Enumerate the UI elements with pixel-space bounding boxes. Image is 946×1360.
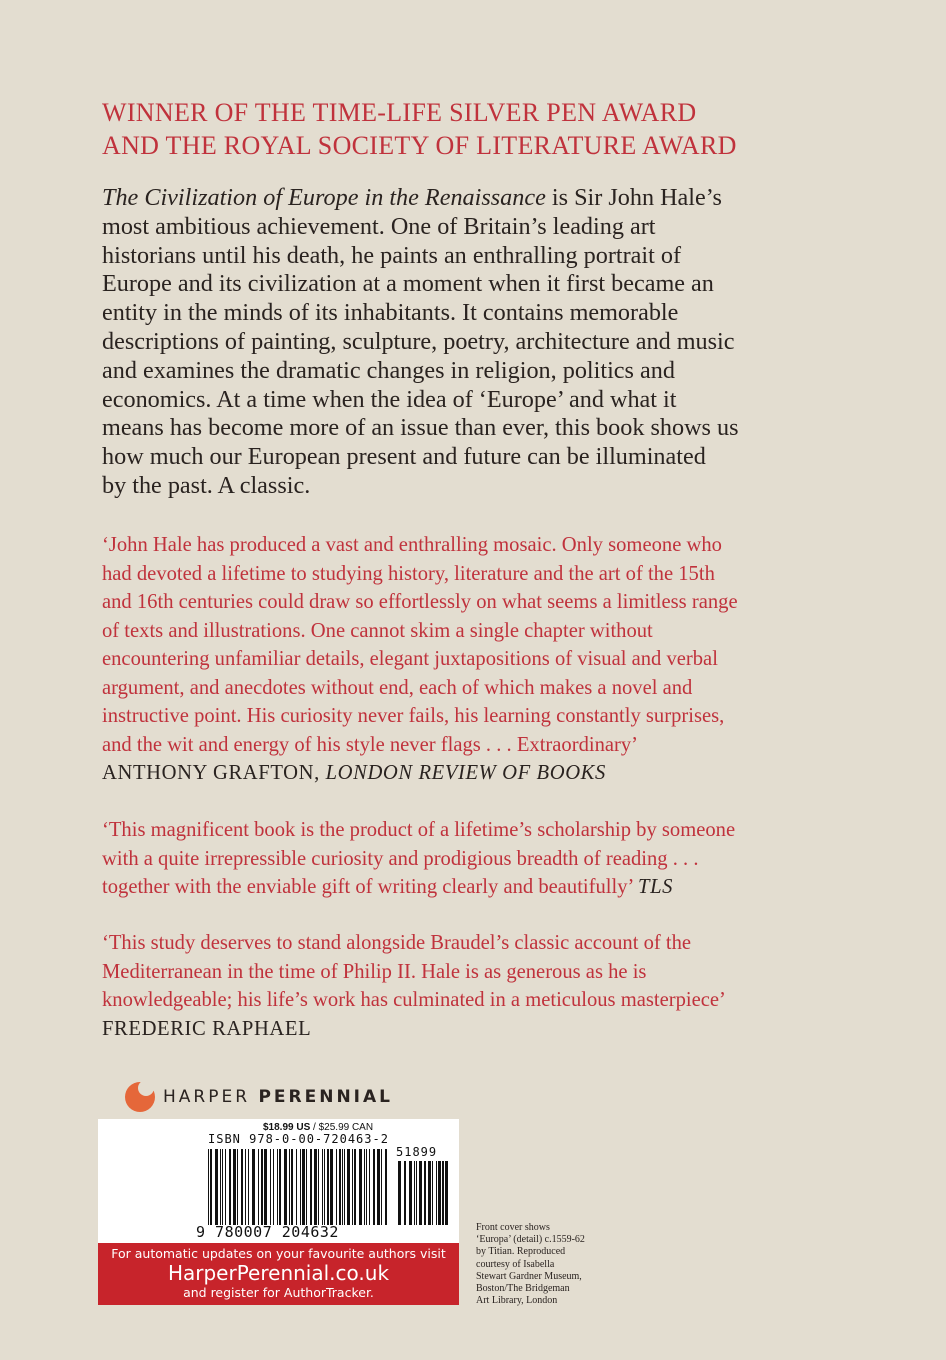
blurb-line: entity in the minds of its inhabitants. It contains memorable	[102, 299, 679, 327]
tracker-intro: For automatic updates on your favourite authors visit	[111, 1246, 446, 1261]
blurb-line: means has become more of an issue than ever, this book shows us	[102, 414, 739, 442]
barcode-bar	[366, 1149, 367, 1225]
blurb-line: by the past. A classic.	[102, 471, 311, 499]
barcode-bar	[222, 1149, 223, 1225]
credit-line: Boston/The Bridgeman	[476, 1283, 570, 1295]
quote-line: ‘This study deserves to stand alongside Braudel’s classic account of the	[102, 932, 692, 954]
quote-line: together with the enviable gift of writing clearly and beautifully’ TLS	[102, 876, 674, 898]
barcode-bar	[344, 1149, 345, 1225]
review-quote-grafton	[102, 531, 822, 788]
barcode-bar	[327, 1149, 329, 1225]
publisher-logo-icon	[125, 1082, 155, 1112]
barcode-bar	[233, 1149, 236, 1225]
barcode-bar	[237, 1149, 238, 1225]
barcode-bar	[245, 1149, 246, 1225]
barcode-bar	[310, 1149, 312, 1225]
isbn-number: ISBN 978-0-00-720463-2	[208, 1132, 389, 1146]
barcode-bar	[359, 1149, 362, 1225]
price-addon-code: 51899	[396, 1145, 438, 1159]
ean-barcode-bars	[208, 1149, 387, 1225]
award-heading	[102, 96, 862, 162]
quote-line: with a quite irrepressible curiosity and prodigious breadth of reading . . .	[102, 847, 699, 870]
review-quote-tls	[102, 816, 822, 902]
barcode-bar	[264, 1149, 267, 1225]
quote-line: and 16th centuries could draw so effortlessly on what seems a limitless range	[102, 591, 738, 613]
barcode-bar	[318, 1149, 319, 1225]
publication-name: LONDON REVIEW OF BOOKS	[325, 762, 606, 784]
blurb-line: how much our European present and future can be illuminated	[102, 443, 706, 471]
barcode-bar	[220, 1149, 221, 1225]
barcode-bar	[279, 1149, 281, 1225]
credit-line: Front cover shows	[476, 1222, 550, 1233]
barcode-bar	[377, 1149, 380, 1225]
barcode-bar	[381, 1149, 382, 1225]
quote-line: argument, and anecdotes without end, each of which makes a novel and	[102, 676, 693, 699]
quote-line: knowledgeable; his life’s work has culminated in a meticulous masterpiece’	[102, 989, 726, 1011]
barcode-bar	[436, 1161, 437, 1225]
publication-name: TLS	[638, 876, 674, 898]
barcode-bar	[241, 1149, 243, 1225]
quote-line: ‘John Hale has produced a vast and enthralling mosaic. Only someone who	[102, 534, 722, 556]
blurb-line: The Civilization of Europe in the Renaissance is Sir John Hale’s	[102, 184, 722, 211]
barcode-bar	[252, 1149, 255, 1225]
barcode-bar	[347, 1149, 350, 1225]
quote-line: ‘This magnificent book is the product of a lifetime’s scholarship by someone	[102, 819, 736, 841]
barcode-bar	[432, 1161, 433, 1225]
barcode-bar	[342, 1149, 343, 1225]
addon-barcode-bars	[398, 1161, 448, 1225]
barcode-bar	[416, 1161, 417, 1225]
quote-attribution: ANTHONY GRAFTON, LONDON REVIEW OF BOOKS	[102, 762, 606, 784]
blurb-line: most ambitious achievement. One of Britain’s leading art	[102, 212, 656, 240]
quote-line: had devoted a lifetime to studying history, literature and the art of the 15th	[102, 562, 715, 585]
barcode-bar	[225, 1149, 226, 1225]
book-description	[102, 184, 802, 501]
barcode-bar	[284, 1149, 287, 1225]
barcode-bar	[364, 1149, 365, 1225]
barcode-bar	[322, 1149, 323, 1225]
blurb-line: and examines the dramatic changes in religion, politics and	[102, 356, 675, 384]
publisher-name: HARPER PERENNIAL	[163, 1087, 393, 1107]
credit-line: courtesy of Isabella	[476, 1258, 555, 1270]
credit-line: Art Library, London	[476, 1295, 558, 1307]
blurb-line: economics. At a time when the idea of ‘Europe’ and what it	[102, 385, 677, 413]
book-title: The Civilization of Europe in the Renaissance	[102, 184, 546, 211]
quote-line: Mediterranean in the time of Philip II. Hale is as generous as he is	[102, 960, 647, 983]
barcode-bar	[330, 1149, 333, 1225]
barcode-bar	[354, 1149, 356, 1225]
credit-line: Stewart Gardner Museum,	[476, 1270, 582, 1282]
barcode-bar	[445, 1161, 448, 1225]
barcode-bar	[442, 1161, 444, 1225]
price-label: $18.99 US / $25.99 CAN	[263, 1122, 374, 1133]
quote-line: of texts and illustrations. One cannot skim a single chapter without	[102, 619, 653, 642]
barcode-bar	[208, 1149, 209, 1225]
cover-credit	[476, 1222, 596, 1307]
barcode-bar	[270, 1149, 271, 1225]
author-tracker-banner	[98, 1243, 459, 1305]
barcode-bar	[248, 1149, 249, 1225]
barcode-bar	[414, 1161, 415, 1225]
barcode-bar	[277, 1149, 278, 1225]
credit-line: ‘Europa’ (detail) c.1559-62	[476, 1234, 585, 1246]
tracker-register: and register for AuthorTracker.	[183, 1285, 374, 1300]
barcode-bar	[306, 1149, 307, 1225]
barcode-bar	[314, 1149, 317, 1225]
barcode-bar	[273, 1149, 274, 1225]
barcode-bar	[373, 1149, 375, 1225]
award-line-2: AND THE ROYAL SOCIETY OF LITERATURE AWARD	[102, 131, 737, 160]
quote-line: instructive point. His curiosity never fails, his learning constantly surprises,	[102, 705, 725, 727]
credit-line: by Titian. Reproduced	[476, 1246, 566, 1258]
barcode-bar	[419, 1161, 422, 1225]
blurb-line: Europe and its civilization at a moment when it first became an	[102, 270, 714, 298]
barcode-bar	[215, 1149, 218, 1225]
barcode-bar	[336, 1149, 337, 1225]
quote-line: encountering unfamiliar details, elegant juxtapositions of visual and verbal	[102, 648, 718, 670]
barcode-bar	[291, 1149, 293, 1225]
barcode-bar	[339, 1149, 341, 1225]
barcode-bar	[369, 1149, 370, 1225]
barcode-bar	[261, 1149, 263, 1225]
barcode-bar	[424, 1161, 426, 1225]
barcode-bar	[438, 1161, 441, 1225]
barcode-bar	[300, 1149, 301, 1225]
tracker-url[interactable]: HarperPerennial.co.uk	[167, 1261, 390, 1285]
award-line-1: WINNER OF THE TIME-LIFE SILVER PEN AWARD	[102, 98, 697, 127]
barcode-bar	[428, 1161, 431, 1225]
barcode-bar	[289, 1149, 290, 1225]
review-quote-raphael	[102, 929, 822, 1043]
barcode-bar	[404, 1161, 406, 1225]
quote-line: and the wit and energy of his style never flags . . . Extraordinary’	[102, 733, 639, 756]
barcode-bar	[352, 1149, 353, 1225]
barcode-bar	[324, 1149, 325, 1225]
quote-attribution: FREDERIC RAPHAEL	[102, 1017, 312, 1040]
barcode-panel	[98, 1119, 459, 1243]
publisher-logo	[125, 1082, 445, 1112]
barcode-bar	[296, 1149, 297, 1225]
barcode-bar	[409, 1161, 412, 1225]
barcode-bar	[385, 1149, 387, 1225]
barcode-bar	[302, 1149, 305, 1225]
barcode-bar	[229, 1149, 231, 1225]
blurb-line: historians until his death, he paints an enthralling portrait of	[102, 241, 682, 269]
barcode-bar	[398, 1161, 401, 1225]
barcode-bar	[210, 1149, 212, 1225]
blurb-line: descriptions of painting, sculpture, poetry, architecture and music	[102, 327, 735, 355]
ean-number: 9 780007 204632	[196, 1223, 339, 1241]
barcode-bar	[258, 1149, 259, 1225]
